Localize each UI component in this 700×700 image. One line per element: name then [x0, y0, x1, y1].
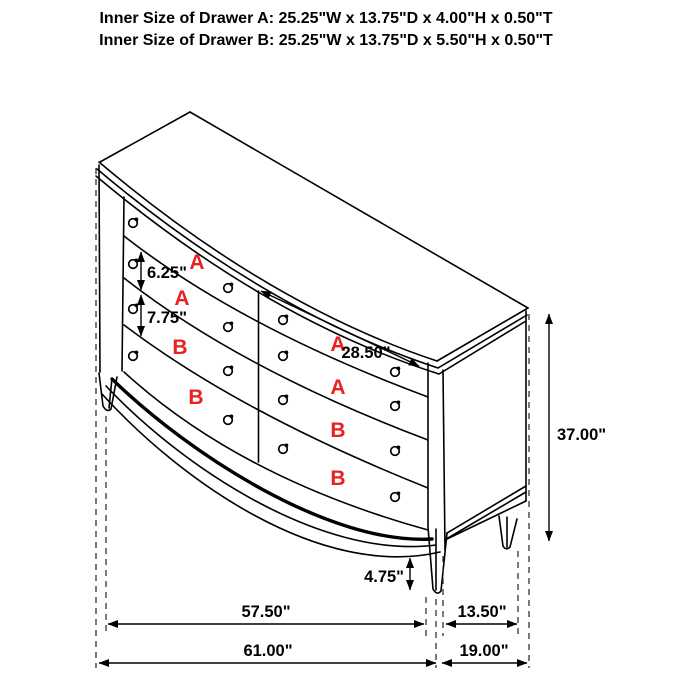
- dimension-label: 57.50": [241, 603, 291, 621]
- drawer-label: B: [172, 336, 188, 359]
- dimension-overall-width: [99, 642, 436, 663]
- dimension-label: 19.00": [459, 642, 509, 660]
- dimension-lines: [99, 252, 606, 663]
- drawer-a-inner-size: Inner Size of Drawer A: 25.25"W x 13.75"D x 4.00"H x 0.50"T: [99, 10, 553, 27]
- drawer-knob: [224, 322, 234, 332]
- dimension-drawer-a-height: [141, 252, 187, 290]
- dimension-label: 7.75": [147, 309, 187, 327]
- drawer-knob: [279, 395, 289, 405]
- drawer-label: A: [189, 251, 205, 274]
- dimension-side-leg-span: [446, 603, 517, 624]
- drawer-knob: [129, 351, 139, 361]
- dresser-legs: [99, 373, 517, 593]
- drawer-knob: [129, 218, 139, 228]
- front-left-leg: [99, 373, 117, 410]
- drawer-knob: [391, 446, 401, 456]
- back-right-leg: [499, 516, 517, 549]
- dimension-leg-height: [364, 558, 410, 590]
- drawer-label: A: [330, 376, 346, 399]
- dimension-label: 37.00": [557, 426, 607, 444]
- dresser-top: [96, 112, 528, 374]
- extension-lines: [96, 168, 529, 668]
- dimension-label: 6.25": [147, 264, 187, 282]
- dimension-label: 61.00": [243, 642, 293, 660]
- drawer-knob: [224, 283, 234, 293]
- drawer-knob: [224, 415, 234, 425]
- drawer-knob: [391, 401, 401, 411]
- drawer-knob: [279, 444, 289, 454]
- dimension-label: 4.75": [364, 568, 404, 586]
- drawer-label: B: [188, 386, 204, 409]
- drawer-knob: [279, 351, 289, 361]
- dimension-label: 13.50": [457, 603, 507, 621]
- drawer-b-inner-size: Inner Size of Drawer B: 25.25"W x 13.75"D x 5.50"H x 0.50"T: [99, 32, 553, 49]
- drawer-label: B: [330, 467, 346, 490]
- dimension-label: 28.50": [341, 344, 391, 362]
- drawer-knob: [391, 367, 401, 377]
- drawer-knob: [391, 492, 401, 502]
- dimension-overall-depth: [442, 642, 527, 663]
- drawer-knob: [279, 315, 289, 325]
- drawer-knob: [129, 259, 139, 269]
- drawer-knob: [129, 304, 139, 314]
- drawer-knob: [224, 366, 234, 376]
- dimension-front-leg-span: [108, 603, 424, 624]
- drawer-label: B: [330, 419, 346, 442]
- dimension-overall-height: [549, 314, 606, 541]
- drawer-label: A: [330, 333, 346, 356]
- drawer-label: A: [174, 287, 190, 310]
